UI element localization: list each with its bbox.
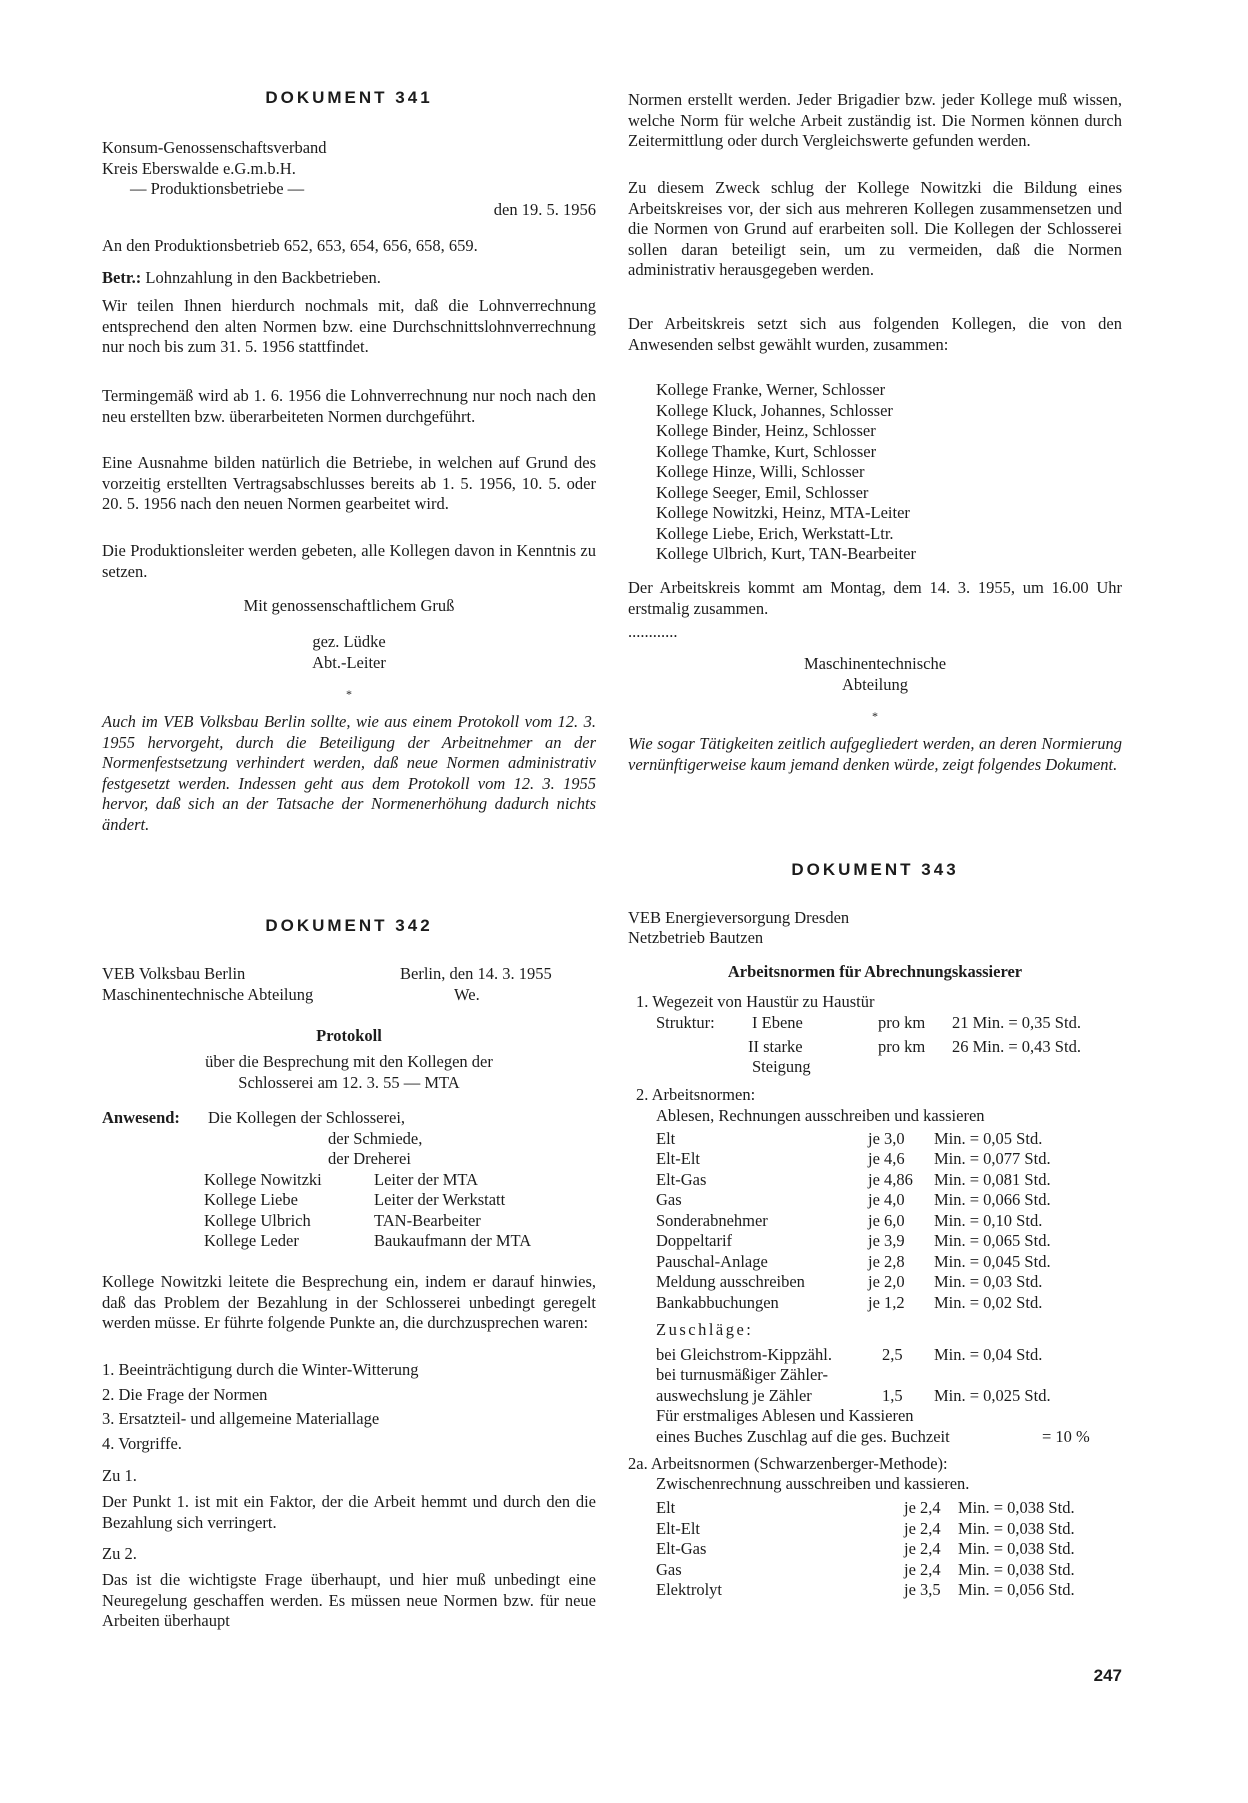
separator-star: * — [872, 709, 878, 723]
norms-table — [628, 992, 1122, 1601]
struktur-item: I Ebene — [752, 1012, 803, 1032]
paragraph-text: Das ist die wichtigste Frage überhaupt, und hier muß unbedingt eine Neuregelung geschaffen werden. Es müssen neue Normen bzw. für neue Arbeiten überhaupt — [102, 1570, 596, 1630]
attendee-name: Kollege Liebe — [204, 1190, 298, 1209]
surcharge-value: 2,5 — [882, 1344, 903, 1364]
norm-item: Elt — [656, 1498, 676, 1517]
protocol-subtitle: über die Besprechung mit den Kollegen der — [205, 1052, 493, 1071]
list-item: Kollege Liebe, Erich, Werkstatt-Ltr. — [656, 523, 894, 543]
surcharge-item: bei Gleichstrom-Kippzähl. — [656, 1344, 832, 1364]
paragraph-text: Normen erstellt werden. Jeder Brigadier bzw. jeder Kollege muß wissen, welche Norm für welche Arbeit zuständig ist. Die Normen können durch Zeitermittlung oder durch Vergleichswerte gefunden werden. — [628, 90, 1122, 150]
section-title: 1. Wegezeit von Haustür zu Haustür — [636, 992, 875, 1011]
surcharge-item: bei turnusmäßiger Zähler- — [656, 1365, 828, 1384]
attendee-name: Kollege Ulbrich — [204, 1210, 311, 1230]
norm-item: Sonderabnehmer — [656, 1210, 768, 1230]
norm-value: je 3,9 — [868, 1231, 905, 1250]
norm-item: Bankabbuchungen — [656, 1292, 779, 1312]
surcharges-label: Zuschläge: — [656, 1319, 754, 1339]
list-item: Kollege Binder, Heinz, Schlosser — [656, 421, 876, 440]
norm-item: Meldung ausschreiben — [656, 1272, 805, 1291]
paragraph — [102, 1492, 596, 1533]
recipient: An den Produktionsbetrieb 652, 653, 654, 656, 658, 659. — [102, 236, 478, 255]
norm-value: je 6,0 — [868, 1210, 905, 1230]
list-item: Kollege Franke, Werner, Schlosser — [656, 380, 886, 399]
sender-line: — Produktionsbetriebe — — [130, 179, 305, 198]
subject-line — [102, 268, 596, 289]
paragraph — [628, 178, 1122, 281]
norm-value: je 4,6 — [868, 1149, 905, 1168]
paragraph-text: Die Produktionsleiter werden gebeten, alle Kollegen davon in Kenntnis zu setzen. — [102, 541, 596, 581]
norms-title: Arbeitsnormen für Abrechnungskassierer — [727, 962, 1023, 981]
norm-calc: Min. = 0,066 Std. — [934, 1190, 1051, 1209]
norm-calc: Min. = 0,056 Std. — [958, 1580, 1075, 1599]
sender-line: Kreis Eberswalde e.G.m.b.H. — [102, 158, 296, 178]
struktur-unit: pro km — [878, 1036, 926, 1056]
surcharge-item: auswechslung je Zähler — [656, 1385, 812, 1405]
document-342-heading: DOKUMENT 342 — [265, 916, 433, 935]
reference: We. — [454, 984, 480, 1004]
list-item: 4. Vorgriffe. — [102, 1433, 182, 1453]
norm-item: Elt — [656, 1128, 676, 1148]
norm-value: je 2,4 — [904, 1539, 941, 1558]
attendee-role: Baukaufmann der MTA — [374, 1231, 532, 1250]
norm-value: je 3,0 — [868, 1128, 905, 1148]
list-item: 2. Die Frage der Normen — [102, 1384, 268, 1404]
paragraph — [102, 453, 596, 515]
section-label: Zu 1. — [102, 1466, 137, 1485]
list-item: Kollege Nowitzki, Heinz, MTA-Leiter — [656, 503, 910, 522]
norm-item: Elt-Elt — [656, 1518, 700, 1538]
place-date: Berlin, den 14. 3. 1955 — [400, 964, 552, 983]
struktur-item: II starke — [748, 1036, 803, 1056]
attendee-role: TAN-Bearbeiter — [374, 1210, 481, 1230]
attendee-role: Leiter der Werkstatt — [374, 1190, 506, 1209]
org-name: VEB Energieversorgung Dresden — [628, 908, 850, 927]
norm-calc: Min. = 0,065 Std. — [934, 1231, 1051, 1250]
section-subtitle: Ablesen, Rechnungen ausschreiben und kassieren — [656, 1105, 985, 1125]
norm-item: Gas — [656, 1559, 682, 1579]
sender-line: Konsum-Genossenschaftsverband — [102, 138, 327, 157]
struktur-item: Steigung — [752, 1057, 811, 1076]
attendance-block — [102, 1108, 596, 1252]
document-341-heading: DOKUMENT 341 — [265, 88, 433, 107]
norm-calc: Min. = 0,038 Std. — [958, 1559, 1075, 1579]
norm-item: Elt-Gas — [656, 1169, 707, 1189]
norm-calc: Min. = 0,077 Std. — [934, 1149, 1051, 1168]
commentary-text: Wie sogar Tätigkeiten zeitlich aufgegliedert werden, an deren Normierung vernünftigerweise kaum jemand denken würde, zeigt folgendes Dokument. — [628, 734, 1122, 774]
paragraph-text: Wir teilen Ihnen hierdurch nochmals mit, daß die Lohnverrechnung entsprechend den alten Normen bzw. eine Durchschnittslohnverrechnung nur noch bis zum 31. 5. 1956 stattfindet. — [102, 296, 596, 356]
protocol-title: Protokoll — [316, 1026, 382, 1045]
norm-value: je 3,5 — [904, 1580, 941, 1599]
attendee-name: Kollege Nowitzki — [204, 1169, 322, 1189]
subject-label: Betr.: — [102, 268, 142, 287]
commentary — [628, 734, 1122, 775]
norm-value: je 1,2 — [868, 1292, 905, 1312]
list-item: Kollege Ulbrich, Kurt, TAN-Bearbeiter — [656, 544, 916, 563]
paragraph — [102, 541, 596, 582]
norm-value: je 2,4 — [904, 1498, 941, 1517]
present-group: Die Kollegen der Schlosserei, — [208, 1108, 406, 1127]
struktur-calc: 26 Min. = 0,43 Std. — [952, 1036, 1081, 1056]
struktur-unit: pro km — [878, 1012, 926, 1032]
protocol-header — [102, 964, 596, 1005]
signature-department: Maschinentechnische — [803, 654, 947, 673]
section-title: 2. Arbeitsnormen: — [636, 1085, 756, 1104]
paragraph — [102, 1272, 596, 1334]
present-label: Anwesend: — [102, 1108, 180, 1127]
list-item: 1. Beeinträchtigung durch die Winter-Witterung — [102, 1360, 419, 1379]
list-item: Kollege Kluck, Johannes, Schlosser — [656, 400, 893, 420]
org-name: Netzbetrieb Bautzen — [628, 928, 764, 947]
commentary — [102, 712, 596, 835]
signature-title: Abt.-Leiter — [312, 653, 386, 672]
paragraph-text: Der Arbeitskreis kommt am Montag, dem 14. 3. 1955, um 16.00 Uhr erstmalig zusammen. — [628, 578, 1122, 618]
struktur-calc: 21 Min. = 0,35 Std. — [952, 1012, 1081, 1032]
separator-star: * — [346, 687, 352, 701]
signature: gez. Lüdke — [312, 632, 386, 651]
paragraph — [628, 90, 1122, 152]
norm-calc: Min. = 0,10 Std. — [934, 1210, 1043, 1230]
signature-department: Abteilung — [842, 675, 908, 694]
paragraph-text: Zu diesem Zweck schlug der Kollege Nowitzki die Bildung eines Arbeitskreises vor, der sich aus mehreren Kollegen zusammensetzen und die Normen von Grund auf erarbeiten soll. Die Kollegen der Schlosserei sollen daran beteiligt sein, um zu vermeiden, daß die Normen administrativ herausgegeben werden. — [628, 178, 1122, 279]
org-name: VEB Volksbau Berlin — [102, 964, 246, 983]
norm-item: Gas — [656, 1190, 682, 1209]
paragraph-text: Eine Ausnahme bilden natürlich die Betriebe, in welchen auf Grund des vorzeitig erstellten Vertragsabschlusses bereits ab 1. 5. 1956, 10. 5. oder 20. 5. 1956 nach den neuen Normen gearbeitet wird. — [102, 453, 596, 513]
list-item: Kollege Hinze, Willi, Schlosser — [656, 462, 865, 481]
norm-calc: Min. = 0,05 Std. — [934, 1128, 1043, 1148]
section-title: 2a. Arbeitsnormen (Schwarzenberger-Methode): — [628, 1453, 948, 1473]
commentary-text: Auch im VEB Volksbau Berlin sollte, wie aus einem Protokoll vom 12. 3. 1955 hervorgeht, durch die Beteiligung der Arbeitnehmer an der Normenfestsetzung verhindert werden, daß neue Normen administrativ festgesetzt werden. Indessen geht aus dem Protokoll vom 12. 3. 1955 hervor, daß sich an der Tatsache der Normenerhöhung dadurch nichts ändert. — [102, 712, 596, 834]
norm-calc: Min. = 0,02 Std. — [934, 1292, 1043, 1312]
norm-item: Pauschal-Anlage — [656, 1251, 768, 1271]
page-number: 247 — [1093, 1666, 1122, 1685]
org-department: Maschinentechnische Abteilung — [102, 984, 314, 1004]
attendee-name: Kollege Leder — [204, 1231, 299, 1250]
norm-calc: Min. = 0,045 Std. — [934, 1251, 1051, 1271]
norm-item: Elektrolyt — [656, 1580, 722, 1599]
norm-value: je 2,4 — [904, 1559, 941, 1579]
list-item: 3. Ersatzteil- und allgemeine Materiallage — [102, 1409, 380, 1428]
norm-calc: Min. = 0,038 Std. — [958, 1539, 1075, 1558]
closing: Mit genossenschaftlichem Gruß — [243, 596, 455, 615]
struktur-label: Struktur: — [656, 1012, 715, 1032]
surcharge-item: eines Buches Zuschlag auf die ges. Buchzeit — [656, 1426, 950, 1446]
paragraph — [102, 1570, 596, 1632]
list-item: Kollege Seeger, Emil, Schlosser — [656, 482, 869, 502]
subject-text: Lohnzahlung in den Backbetrieben. — [141, 268, 381, 287]
paragraph — [628, 314, 1122, 355]
document-343-heading: DOKUMENT 343 — [791, 860, 959, 879]
norm-item: Doppeltarif — [656, 1231, 733, 1250]
surcharge-calc: Min. = 0,025 Std. — [934, 1385, 1051, 1405]
letter-date: den 19. 5. 1956 — [493, 199, 596, 219]
norm-value: je 2,8 — [868, 1251, 905, 1271]
protocol-subtitle: Schlosserei am 12. 3. 55 — MTA — [238, 1073, 460, 1092]
paragraph-text: Der Arbeitskreis setzt sich aus folgenden Kollegen, die von den Anwesenden selbst gewählt wurden, zusammen: — [628, 314, 1122, 354]
section-subtitle: Zwischenrechnung ausschreiben und kassieren. — [656, 1474, 970, 1493]
surcharge-value: 1,5 — [882, 1385, 903, 1405]
surcharge-value: = 10 % — [1042, 1426, 1090, 1446]
norm-value: je 4,0 — [868, 1190, 905, 1209]
present-group: der Schmiede, — [328, 1128, 423, 1148]
paragraph — [628, 578, 1122, 619]
sender-block — [102, 138, 596, 220]
paragraph — [102, 296, 596, 358]
norm-calc: Min. = 0,081 Std. — [934, 1169, 1051, 1189]
members-list — [628, 380, 1122, 565]
attendee-role: Leiter der MTA — [374, 1169, 479, 1189]
norm-calc: Min. = 0,038 Std. — [958, 1498, 1075, 1517]
paragraph-text: Der Punkt 1. ist mit ein Faktor, der die Arbeit hemmt und durch den die Bezahlung sich verringert. — [102, 1492, 596, 1532]
present-group: der Dreherei — [328, 1149, 411, 1168]
ellipsis-dots: ............ — [628, 622, 678, 641]
norm-item: Elt-Gas — [656, 1539, 707, 1558]
section-label: Zu 2. — [102, 1544, 137, 1563]
norm-calc: Min. = 0,038 Std. — [958, 1518, 1075, 1538]
paragraph-text: Kollege Nowitzki leitete die Besprechung ein, indem er darauf hinwies, daß das Problem der Bezahlung in der Schlosserei unbedingt geregelt werden müsse. Er führte folgende Punkte an, die durchzusprechen waren: — [102, 1272, 596, 1332]
surcharge-item: Für erstmaliges Ablesen und Kassieren — [656, 1406, 914, 1425]
norm-calc: Min. = 0,03 Std. — [934, 1272, 1043, 1291]
list-item: Kollege Thamke, Kurt, Schlosser — [656, 441, 877, 461]
norm-value: je 4,86 — [868, 1169, 913, 1189]
surcharge-calc: Min. = 0,04 Std. — [934, 1344, 1043, 1364]
norm-value: je 2,0 — [868, 1272, 905, 1291]
norm-value: je 2,4 — [904, 1518, 941, 1538]
paragraph — [102, 386, 596, 427]
paragraph-text: Termingemäß wird ab 1. 6. 1956 die Lohnverrechnung nur noch nach den neu erstellten bzw. überarbeiteten Normen durchgeführt. — [102, 386, 596, 426]
norm-item: Elt-Elt — [656, 1149, 700, 1168]
points-list — [102, 1360, 596, 1458]
